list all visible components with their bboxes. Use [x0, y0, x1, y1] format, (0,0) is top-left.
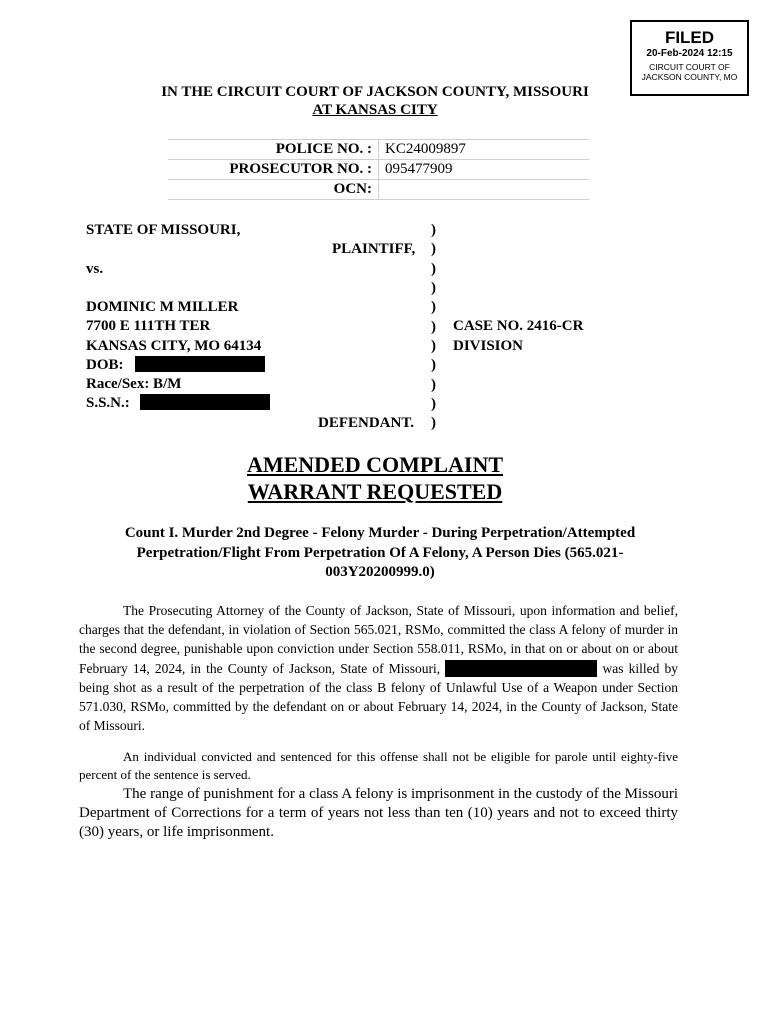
ssn-label: S.S.N.: — [86, 395, 130, 411]
punishment-text: The range of punishment for a class A felony is imprisonment in the custody of the Missouri Department of Corrections for a term of years not less than ten (10) years and not to exceed thirty (30) years, or life imprisonment. — [79, 786, 678, 840]
versus-text: vs. — [86, 261, 104, 277]
prosecutor-no-value: 095477909 — [379, 160, 590, 180]
caption-parentheses — [431, 221, 436, 434]
stamp-title: FILED — [664, 28, 715, 47]
prosecutor-no-label: PROSECUTOR NO. : — [168, 160, 379, 180]
paren-mark: ) — [431, 280, 436, 297]
paren-mark: ) — [431, 241, 436, 258]
defendant-address-line2: KANSAS CITY, MO 64134 — [86, 338, 262, 354]
charge-text-part2: was killed by being shot as a result of the perpetration of the class B felony of Unlawful Use of a Weapon under Section 571.030, RSMo, committed by the defendant on or about February 14, 2024, in the County of Jackson, State of Missouri. — [79, 660, 679, 734]
stamp-court-line1: CIRCUIT COURT OF — [649, 62, 730, 72]
document-title: AMENDED COMPLAINT — [246, 452, 504, 477]
parole-text: An individual convicted and sentenced for this offense shall not be eligible for parole until eighty-five percent of the sentence is served. — [79, 749, 678, 782]
paren-mark: ) — [431, 299, 436, 316]
paren-mark: ) — [431, 222, 436, 238]
ocn-value — [379, 180, 590, 200]
punishment-paragraph — [79, 785, 678, 842]
dob-label: DOB: — [86, 357, 124, 373]
stamp-court-line2: JACKSON COUNTY, MO — [641, 72, 738, 82]
charge-paragraph — [79, 601, 678, 735]
defendant-label: DEFENDANT. — [318, 415, 414, 431]
race-sex: Race/Sex: B/M — [86, 376, 182, 392]
table-row — [168, 180, 589, 200]
police-no-label: POLICE NO. : — [168, 140, 379, 160]
redaction-bar — [135, 356, 265, 372]
paren-mark: ) — [431, 357, 436, 374]
paren-mark: ) — [431, 338, 436, 355]
count-line: Perpetration/Flight From Perpetration Of A Felony, A Person Dies (565.021- — [136, 544, 624, 561]
charge-text-part1: The Prosecuting Attorney of the County of Jackson, State of Missouri, upon information and belief, charges that the defendant, in violation of Section 565.021, RSMo, committed the class A felony of murder in the second degree, punishable upon conviction under Section 558.011, RSMo, in that on or about on or about February 14, 2024, in the County of Jackson, State of Missouri, — [79, 603, 678, 676]
paren-mark: ) — [431, 415, 436, 432]
plaintiff-name: STATE OF MISSOURI, — [86, 222, 241, 238]
case-identifiers-table — [168, 139, 589, 200]
defendant-address-line1: 7700 E 111TH TER — [86, 318, 211, 334]
count-line: 003Y20200999.0) — [325, 564, 435, 580]
case-number: CASE NO. 2416-CR — [453, 318, 584, 334]
count-heading — [90, 524, 670, 583]
stamp-datetime: 20-Feb-2024 12:15 — [646, 48, 733, 59]
redaction-bar — [140, 394, 270, 410]
paren-mark: ) — [431, 318, 436, 335]
table-row — [168, 160, 589, 180]
paren-mark: ) — [431, 260, 436, 277]
warrant-title: WARRANT REQUESTED — [247, 479, 503, 504]
court-heading: IN THE CIRCUIT COURT OF JACKSON COUNTY, MISSOURI — [161, 84, 589, 100]
police-no-value: KC24009897 — [379, 140, 590, 160]
paren-mark: ) — [431, 376, 436, 393]
court-location: AT KANSAS CITY — [312, 102, 438, 118]
defendant-name: DOMINIC M MILLER — [86, 299, 239, 315]
ssn-row — [86, 394, 270, 413]
paren-mark: ) — [431, 396, 436, 413]
division: DIVISION — [453, 338, 524, 354]
dob-row — [86, 356, 265, 375]
victim-redaction-bar — [445, 660, 597, 677]
plaintiff-label: PLAINTIFF, — [332, 241, 416, 257]
table-row — [168, 140, 589, 160]
ocn-label: OCN: — [168, 180, 379, 200]
parole-paragraph — [79, 748, 678, 784]
count-line: Count I. Murder 2nd Degree - Felony Murder - During Perpetration/Attempted — [124, 525, 636, 541]
